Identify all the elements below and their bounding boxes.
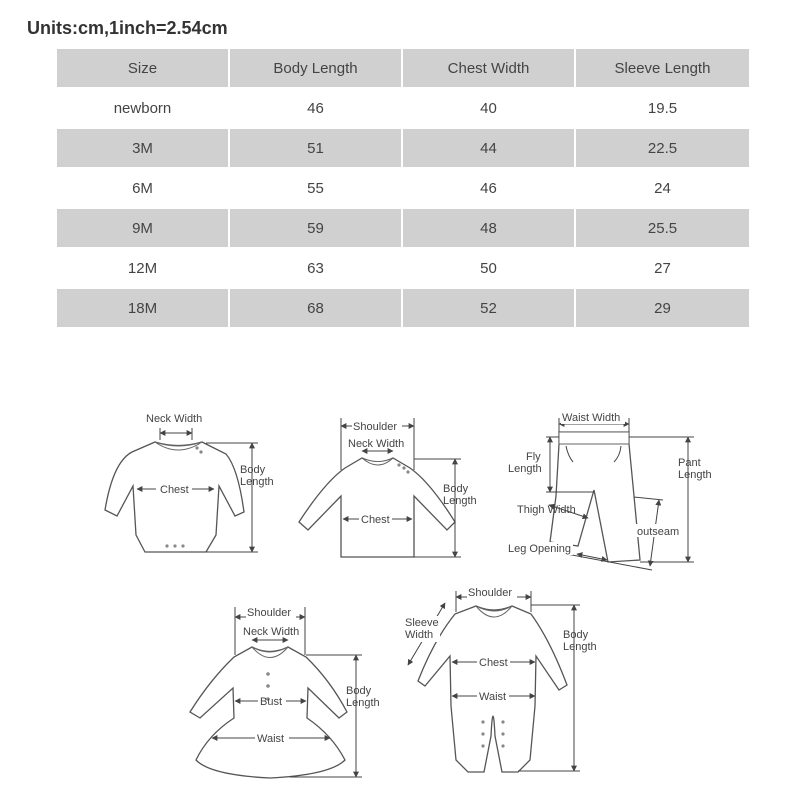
pants-diagram <box>507 411 712 570</box>
cell-body-length: 63 <box>230 249 403 289</box>
cell-chest-width: 50 <box>403 249 576 289</box>
cell-body-length: 51 <box>230 129 403 169</box>
header-size: Size <box>57 49 230 89</box>
table-row <box>57 289 749 329</box>
dress-shoulder-label: Shoulder <box>247 607 292 619</box>
bodysuit-chest-label: Chest <box>160 484 189 496</box>
top-shoulder-label: Shoulder <box>353 421 398 433</box>
pants-outseam-label: outseam <box>637 526 680 538</box>
cell-chest-width: 40 <box>403 89 576 129</box>
dress-bust-label: Bust <box>260 696 283 708</box>
pants-length-label: Length <box>678 469 712 481</box>
cell-sleeve-length: 29 <box>576 289 749 329</box>
table-row <box>57 89 749 129</box>
cell-chest-width: 46 <box>403 169 576 209</box>
top-outline <box>299 458 455 557</box>
table-row <box>57 129 749 169</box>
cell-sleeve-length: 27 <box>576 249 749 289</box>
cell-size: 3M <box>57 129 230 169</box>
cell-body-length: 59 <box>230 209 403 249</box>
pants-fly-label: Fly <box>526 451 541 463</box>
size-chart-table <box>57 49 749 329</box>
pants-leg-opening-label: Leg Opening <box>508 543 571 555</box>
romper-length-label: Length <box>563 641 597 653</box>
top-length-label: Length <box>443 495 477 507</box>
cell-size: newborn <box>57 89 230 129</box>
dress-body-label: Body <box>346 685 372 697</box>
table-header-row <box>57 49 749 89</box>
cell-body-length: 46 <box>230 89 403 129</box>
header-body-length: Body Length <box>230 49 403 89</box>
top-neck-width-label: Neck Width <box>348 438 405 450</box>
bodysuit-diagram <box>105 413 274 552</box>
top-chest-label: Chest <box>361 514 390 526</box>
dress-neck-width-label: Neck Width <box>243 626 300 638</box>
measurement-diagrams <box>0 380 800 800</box>
cell-chest-width: 48 <box>403 209 576 249</box>
romper-chest-label: Chest <box>479 657 508 669</box>
romper-sleeve-width-label: Width <box>405 629 434 641</box>
cell-chest-width: 52 <box>403 289 576 329</box>
top-body-label: Body <box>443 483 469 495</box>
cell-size: 12M <box>57 249 230 289</box>
pants-fly-length-label: Length <box>508 463 542 475</box>
pants-pant-label: Pant <box>678 457 701 469</box>
cell-sleeve-length: 19.5 <box>576 89 749 129</box>
header-sleeve-length: Sleeve Length <box>576 49 749 89</box>
table-row <box>57 169 749 209</box>
cell-sleeve-length: 25.5 <box>576 209 749 249</box>
bodysuit-outline <box>105 442 244 552</box>
bodysuit-neck-width-label: Neck Width <box>146 413 203 425</box>
table-row <box>57 209 749 249</box>
cell-size: 18M <box>57 289 230 329</box>
pants-waistband <box>559 432 629 444</box>
romper-outline <box>418 606 567 772</box>
cell-body-length: 55 <box>230 169 403 209</box>
romper-shoulder-label: Shoulder <box>468 587 513 599</box>
romper-sleeve-label: Sleeve <box>405 617 439 629</box>
cell-size: 9M <box>57 209 230 249</box>
bodysuit-length-label: Length <box>240 476 274 488</box>
top-diagram <box>299 418 477 557</box>
bodysuit-body-label: Body <box>240 464 266 476</box>
units-note: Units:cm,1inch=2.54cm <box>27 18 228 38</box>
pants-thigh-width-label: Thigh Width <box>517 504 576 516</box>
pants-waist-width-label: Waist Width <box>562 412 621 424</box>
romper-diagram <box>404 586 597 772</box>
dress-length-label: Length <box>346 697 380 709</box>
header-chest-width: Chest Width <box>403 49 576 89</box>
romper-waist-label: Waist <box>479 691 507 703</box>
cell-size: 6M <box>57 169 230 209</box>
dress-outline <box>190 647 347 778</box>
dress-waist-label: Waist <box>257 733 285 745</box>
cell-body-length: 68 <box>230 289 403 329</box>
cell-sleeve-length: 24 <box>576 169 749 209</box>
dress-diagram <box>190 606 380 778</box>
cell-chest-width: 44 <box>403 129 576 169</box>
cell-sleeve-length: 22.5 <box>576 129 749 169</box>
romper-body-label: Body <box>563 629 589 641</box>
table-row <box>57 249 749 289</box>
